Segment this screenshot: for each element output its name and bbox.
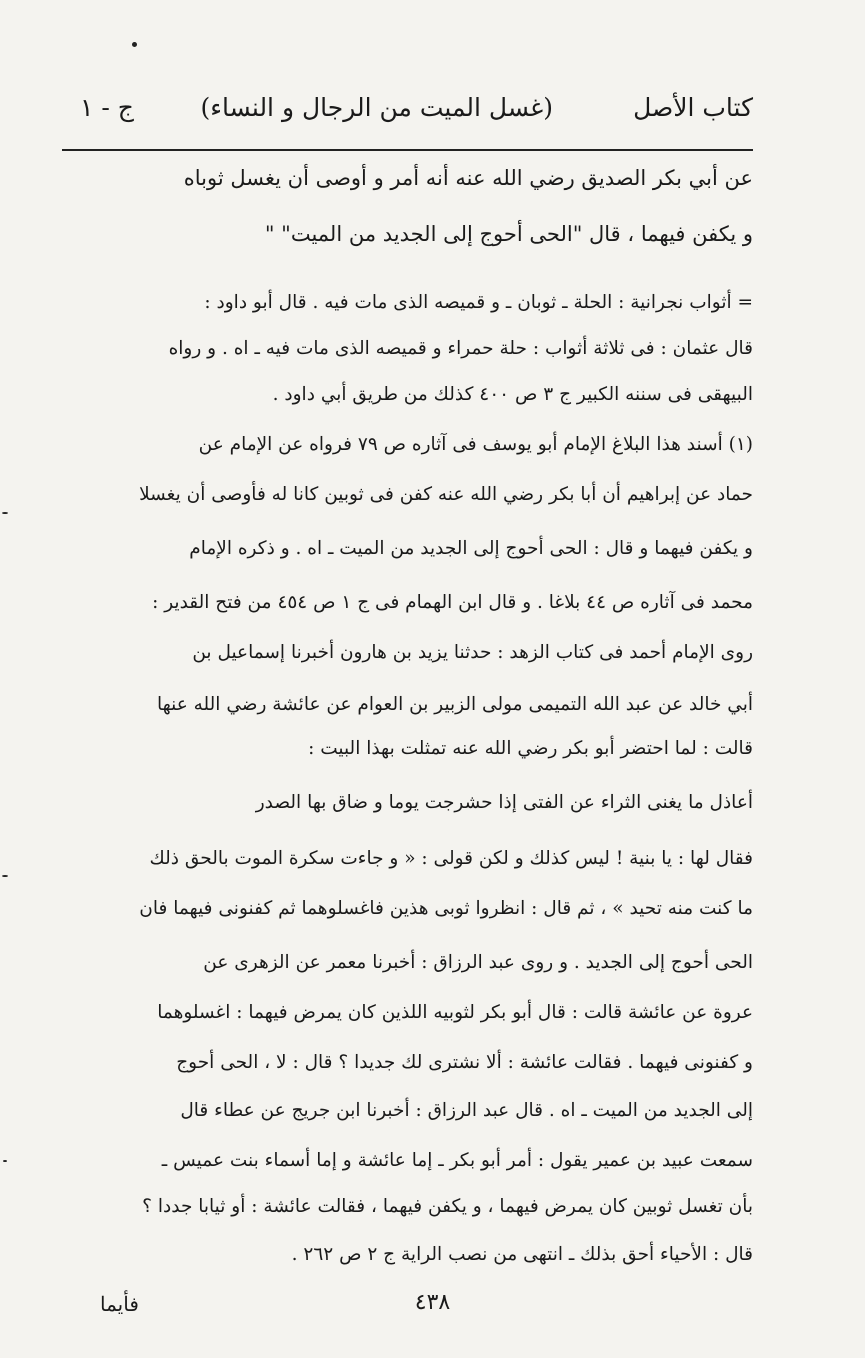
ink-speck: [132, 42, 137, 47]
page-number: ٤٣٨: [414, 1290, 451, 1315]
ink-speck: [2, 875, 8, 877]
running-header: [80, 85, 753, 135]
catchword: فأيما: [100, 1292, 139, 1316]
header-rule: [62, 149, 753, 151]
ink-speck: [2, 512, 8, 514]
document-page: كتاب الأصل (غسل الميت من الرجال و النساء) ج - ١ عن أبي بكر الصديق رضي الله عنه أنه أمر و أوصى أن يغسل ثوباه و يكفن فيهما ، قال "الحى أحوج إلى الجديد من الميت" " = أثواب نجرانية : الحلة ـ ثوبان ـ و قميصه الذى مات فيه . قال أبو داود : قال عثمان : فى ثلاثة أثواب : حلة حمراء و قميصه الذى مات فيه ـ اه . و رواه البيهقى فى سننه الكبير ج ٣ ص ٤٠٠ كذلك من طريق أبي داود . (١) أسند هذا البلاغ الإمام أبو يوسف فى آثاره ص ٧٩ فرواه عن الإمام عن حماد عن إبراهيم أن أبا بكر رضي الله عنه كفن فى ثوبين كانا له فأوصى أن يغسلا و يكفن فيهما و قال : الحى أحوج إلى الجديد من الميت ـ اه . و ذكره الإمام محمد فى آثاره ص ٤٤ بلاغا . و قال ابن الهمام فى ج ١ ص ٤٥٤ من فتح القدير : روى الإمام أحمد فى كتاب الزهد : حدثنا يزيد بن هارون أخبرنا إسماعيل بن أبي خالد عن عبد الله التميمى مولى الزبير بن العوام عن عائشة رضي الله عنها قالت : لما احتضر أبو بكر رضي الله عنه تمثلت بهذا البيت : أعاذل ما يغنى الثراء عن الفتى إذا حشرجت يوما و ضاق بها الصدر فقال لها : يا بنية ! ليس كذلك و لكن قولى : « و جاءت سكرة الموت بالحق ذلك ما كنت منه تحيد » ، ثم قال : انظروا ثوبى هذين فاغسلوهما ثم كفنونى فيهما فان الحى أحوج إلى الجديد . و روى عبد الرزاق : أخبرنا معمر عن الزهرى عن عروة عن عائشة قالت : قال أبو بكر لثوبيه اللذين كان يمرض فيهما : اغسلوهما و كفنونى فيهما . فقالت عائشة : ألا نشترى لك جديدا ؟ قال : لا ، الحى أحوج إلى الجديد من الميت ـ اه . قال عبد الرزاق : أخبرنا ابن جريج عن عطاء قال سمعت عبيد بن عمير يقول : أمر أبو بكر ـ إما عائشة و إما أسماء بنت عميس ـ بأن تغسل ثوبين كان يمرض فيهما ، و يكفن فيهما ، فقالت عائشة : أو ثيابا جددا ؟ قال : الأحياء أحق بذلك ـ انتهى من نصب الراية ج ٢ ص ٢٦٢ . ٤٣٨ فأيما: [0, 0, 865, 1358]
volume-number: ج - ١: [80, 93, 134, 122]
chapter-title: (غسل الميت من الرجال و النساء): [200, 93, 553, 122]
ink-speck: [3, 1160, 7, 1162]
book-title: كتاب الأصل: [633, 93, 753, 122]
